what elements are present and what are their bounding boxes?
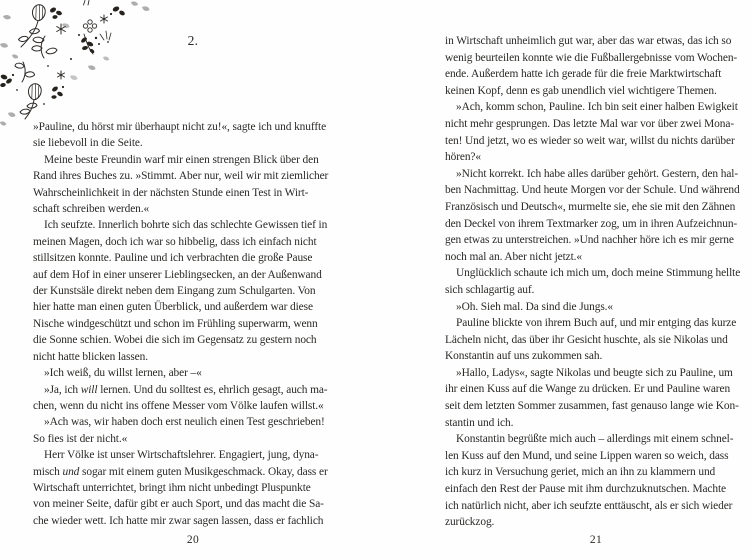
text-line: ich kurz in Versuchung geriet, mich an ihn zu klammern und <box>445 466 716 479</box>
text-line: stillsitzen konnte. Pauline und ich verbrachten die große Pause <box>33 252 313 265</box>
text-line: schaft schreiben werden.« <box>33 203 150 216</box>
text-line: Nische windgeschützt und schon im Frühling superwarm, wenn <box>33 317 318 330</box>
text-line: Rand ihres Buches zu. »Stimmt. Aber nur, weil wir mit ziemlicher <box>33 170 329 183</box>
text-line: der Kunstsäle direkt neben dem Eingang zum Schulgarten. Von <box>33 285 316 298</box>
text-line: sich schlagartig auf. <box>445 283 535 296</box>
text-line: »Nicht korrekt. Ich habe alles darüber gehört. Gestern, den hal- <box>456 167 739 180</box>
text-line: chen, wenn du nicht ins offene Messer vom Völke laufen willst.« <box>33 399 324 412</box>
text-line: Ich seufzte. Innerlich bohrte sich das schlechte Gewissen tief in <box>44 219 328 232</box>
text-line: stantin und ich. <box>445 416 514 429</box>
text-line: keinen Kopf, denn es gab unendlich viel wichtigere Themen. <box>445 84 717 97</box>
text-line: noch mal an. Aber nicht jetzt.« <box>445 250 583 263</box>
text-line: So fies ist der nicht.« <box>33 432 128 445</box>
text-line: Wahrscheinlichkeit in der nächsten Stunde einen Test in Wirt- <box>33 186 309 199</box>
text-line: die Sonne schien. Wobei die sich im Gegensatz zu gestern noch <box>33 334 317 347</box>
text-line: Konstantin auf uns zukommen sah. <box>445 350 603 363</box>
text-line: »Ach, komm schon, Pauline. Ich bin seit einer halben Ewigkeit <box>456 101 738 114</box>
page-left <box>33 0 353 560</box>
text-line: zurückzog. <box>445 516 495 529</box>
text-line: »Ich weiß, du willst lernen, aber –« <box>44 367 202 380</box>
text-line: Unglücklich schaute ich mich um, doch meine Stimmung hellte <box>456 267 741 280</box>
text-line: gen etwas zu unterstreichen. »Und nachher höre ich es mir gerne <box>445 234 734 247</box>
text-line: ende. Außerdem hatte ich gerade für die freie Marktwirtschaft <box>445 68 722 81</box>
text-line: »Pauline, du hörst mir überhaupt nicht zu!«, sagte ich und knuffte <box>33 121 327 133</box>
text-line: ten! Und jetzt, wo es wieder so weit war, willst du nichts darüber <box>445 134 735 147</box>
text-line: einfach den Rest der Pause mit ihm durchzuknutschen. Machte <box>445 483 726 496</box>
text-line: Herr Völke ist unser Wirtschaftslehrer. Engagiert, jung, dyna- <box>44 449 319 462</box>
chapter-number: 2. <box>187 33 199 48</box>
text-line: Wirtschaft unterrichtet, bringt ihm nicht unbedingt Pluspunkte <box>33 481 311 494</box>
text-line: Französisch und Deutsch«, murmelte sie, ehe sie mit den Zähnen <box>445 200 736 213</box>
text-line: den Deckel von ihrem Textmarker zog, um in ihren Aufzeichnun- <box>445 217 738 230</box>
text-line: von meiner Seite, dafür gibt er auch Sport, und das macht die Sa- <box>33 498 324 511</box>
text-line: seit dem letzten Sommer zusammen, fast genauso lange wie Kon- <box>445 400 739 413</box>
text-line: Konstantin begrüßte mich auch – allerdings mit einem schnel- <box>456 433 734 446</box>
text-line: misch und sogar mit einem guten Musikgeschmack. Okay, dass er <box>33 465 328 478</box>
text-line: sie liebevoll in die Seite. <box>33 137 143 150</box>
page-number-left: 20 <box>186 534 200 546</box>
text-line: Meine beste Freundin warf mir einen strengen Blick über den <box>44 153 319 166</box>
text-line: hier hatte man einen guten Überblick, und außerdem war diese <box>33 301 313 314</box>
text-line: »Ja, ich will lernen. Und du solltest es, ehrlich gesagt, auch ma- <box>44 383 328 396</box>
text-line: ich natürlich nicht, aber ich seufzte enttäuscht, als er sich wieder <box>445 499 733 512</box>
text-line: che wieder wett. Ich hatte mir zwar sagen lassen, dass er fachlich <box>33 514 324 527</box>
text-line: ben Nachmittag. Und heute Morgen vor der Schule. Und während <box>445 184 740 197</box>
page-right <box>445 0 747 560</box>
page-number-right: 21 <box>589 534 603 546</box>
text-line: len Kuss auf den Mund, und seine Lippen waren so weich, dass <box>445 449 729 462</box>
text-line: nicht mehr gesprungen. Das letzte Mal war vor über zwei Mona- <box>445 117 735 130</box>
text-line: Pauline blickte von ihrem Buch auf, und mir entging das kurze <box>456 317 737 330</box>
right-page-text <box>445 33 747 531</box>
text-line: ihr einen Kuss auf die Wange zu drücken. Er und Pauline waren <box>445 383 731 396</box>
text-line: in Wirtschaft unheimlich gut war, aber das war etwas, das ich so <box>445 35 732 47</box>
text-line: nicht hatte blicken lassen. <box>33 350 148 363</box>
left-page-text <box>33 119 353 529</box>
text-line: meinen Magen, doch ich war so hibbelig, dass ich einfach nicht <box>33 235 317 248</box>
text-line: hören?« <box>445 151 481 164</box>
text-line: auf dem Hof in einer unserer Lieblingsecken, an der Außenwand <box>33 268 322 281</box>
text-line: »Ach was, wir haben doch erst neulich einen Test geschrieben! <box>44 416 325 429</box>
text-line: Lächeln nicht, das über ihr Gesicht huschte, als sie Nikolas und <box>445 333 728 346</box>
text-line: wenig beurteilen konnte wie die Fußballergebnisse vom Wochen- <box>445 51 738 64</box>
text-line: »Oh. Sieh mal. Da sind die Jungs.« <box>456 300 614 313</box>
text-line: »Hallo, Ladys«, sagte Nikolas und beugte sich zu Pauline, um <box>456 366 733 379</box>
